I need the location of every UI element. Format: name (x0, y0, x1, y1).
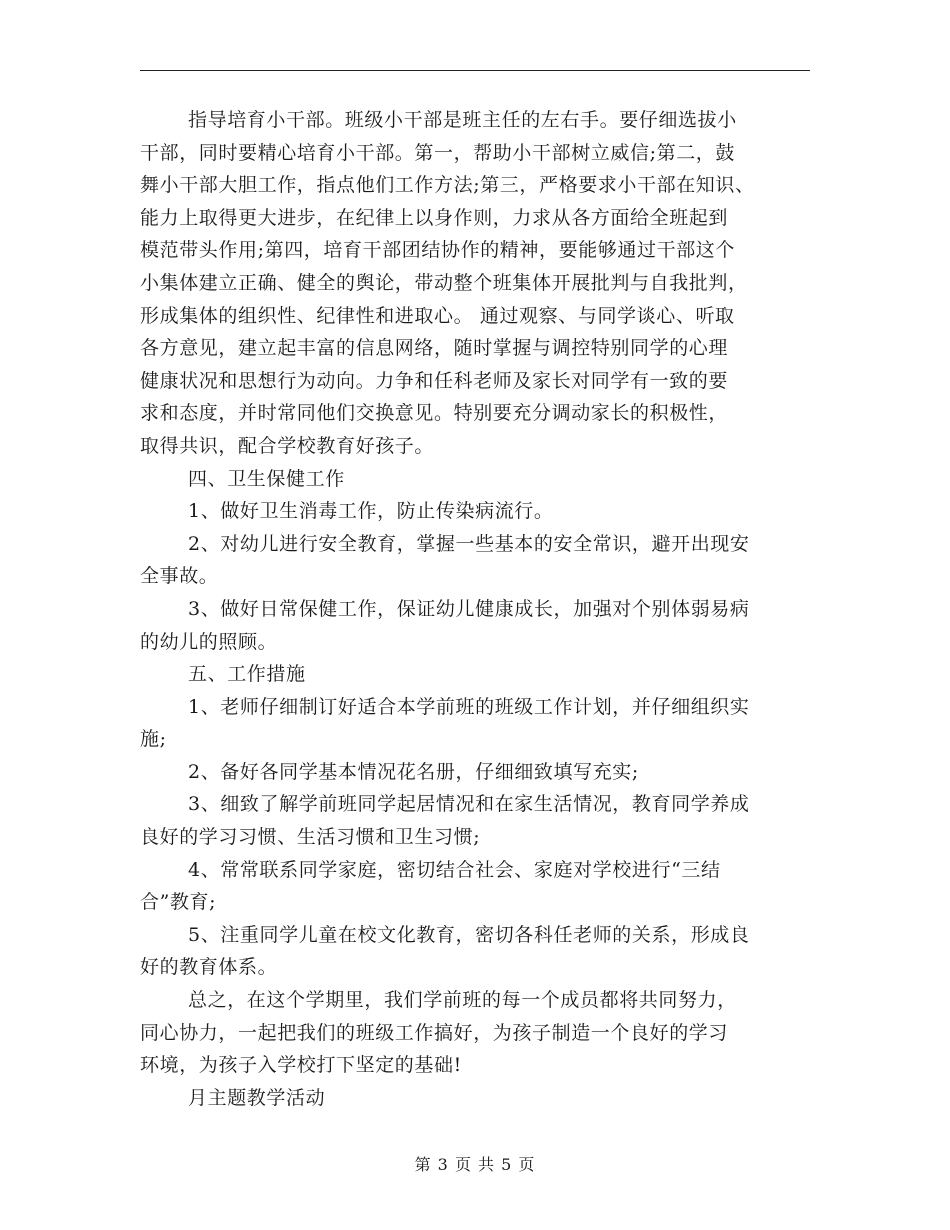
text-line: 环境，为孩子入学校打下坚定的基础! (140, 1054, 462, 1077)
text-line: 健康状况和思想行为动向。力争和任科老师及家长对同学有一致的要 (140, 369, 729, 392)
text-line: 3、细致了解学前班同学起居情况和在家生活情况，教育同学养成 (188, 793, 750, 816)
text-line: 施; (140, 728, 167, 751)
text-line: 取得共识，配合学校教育好孩子。 (140, 434, 435, 457)
text-line: 模范带头作用;第四，培育干部团结协作的精神，要能够通过干部这个 (140, 239, 736, 262)
text-line: 1、老师仔细制订好适合本学前班的班级工作计划，并仔细组织实 (188, 695, 750, 718)
text-line: 小集体建立正确、健全的舆论，带动整个班集体开展批判与自我批判， (140, 271, 748, 294)
text-line: 全事故。 (140, 565, 219, 588)
text-line: 舞小干部大胆工作，指点他们工作方法;第三，严格要求小干部在知识、 (140, 174, 755, 197)
text-line: 好的教育体系。 (140, 956, 278, 979)
text-line: 的幼儿的照顾。 (140, 630, 278, 653)
text-line: 良好的学习习惯、生活习惯和卫生习惯; (140, 826, 481, 849)
document-body (140, 104, 820, 1114)
text-line: 1、做好卫生消毒工作，防止传染病流行。 (188, 500, 554, 523)
page-footer: 第 3 页 共 5 页 (414, 1155, 536, 1174)
text-line: 四、卫生保健工作 (188, 467, 345, 490)
text-line: 4、常常联系同学家庭，密切结合社会、家庭对学校进行“三结 (188, 858, 721, 881)
text-line: 指导培育小干部。班级小干部是班主任的左右手。要仔细选拔小 (188, 109, 737, 131)
header-rule (140, 70, 810, 71)
text-line: 求和态度，并时常同他们交换意见。特别要充分调动家长的积极性， (140, 402, 729, 425)
text-line: 形成集体的组织性、纪律性和进取心。 通过观察、与同学谈心、听取 (140, 304, 735, 327)
text-line: 5、注重同学儿童在校文化教育，密切各科任老师的关系，形成良 (188, 923, 750, 946)
text-line: 3、做好日常保健工作，保证幼儿健康成长，加强对个别体弱易病 (188, 597, 750, 620)
text-line: 五、工作措施 (188, 663, 306, 686)
text-line: 月主题教学活动 (188, 1086, 326, 1109)
text-line: 能力上取得更大进步，在纪律上以身作则，力求从各方面给全班起到 (140, 206, 729, 229)
text-line: 2、对幼儿进行安全教育，掌握一些基本的安全常识，避开出现安 (188, 532, 750, 555)
text-line: 干部，同时要精心培育小干部。第一，帮助小干部树立威信;第二，鼓 (140, 141, 736, 164)
text-line: 各方意见，建立起丰富的信息网络，随时掌握与调控特别同学的心理 (140, 337, 729, 360)
text-line: 合”教育; (140, 891, 217, 914)
text-line: 2、备好各同学基本情况花名册，仔细细致填写充实; (188, 760, 639, 783)
text-line: 同心协力，一起把我们的班级工作搞好，为孩子制造一个良好的学习 (140, 1021, 729, 1044)
text-line: 总之，在这个学期里，我们学前班的每一个成员都将共同努力， (188, 989, 737, 1012)
